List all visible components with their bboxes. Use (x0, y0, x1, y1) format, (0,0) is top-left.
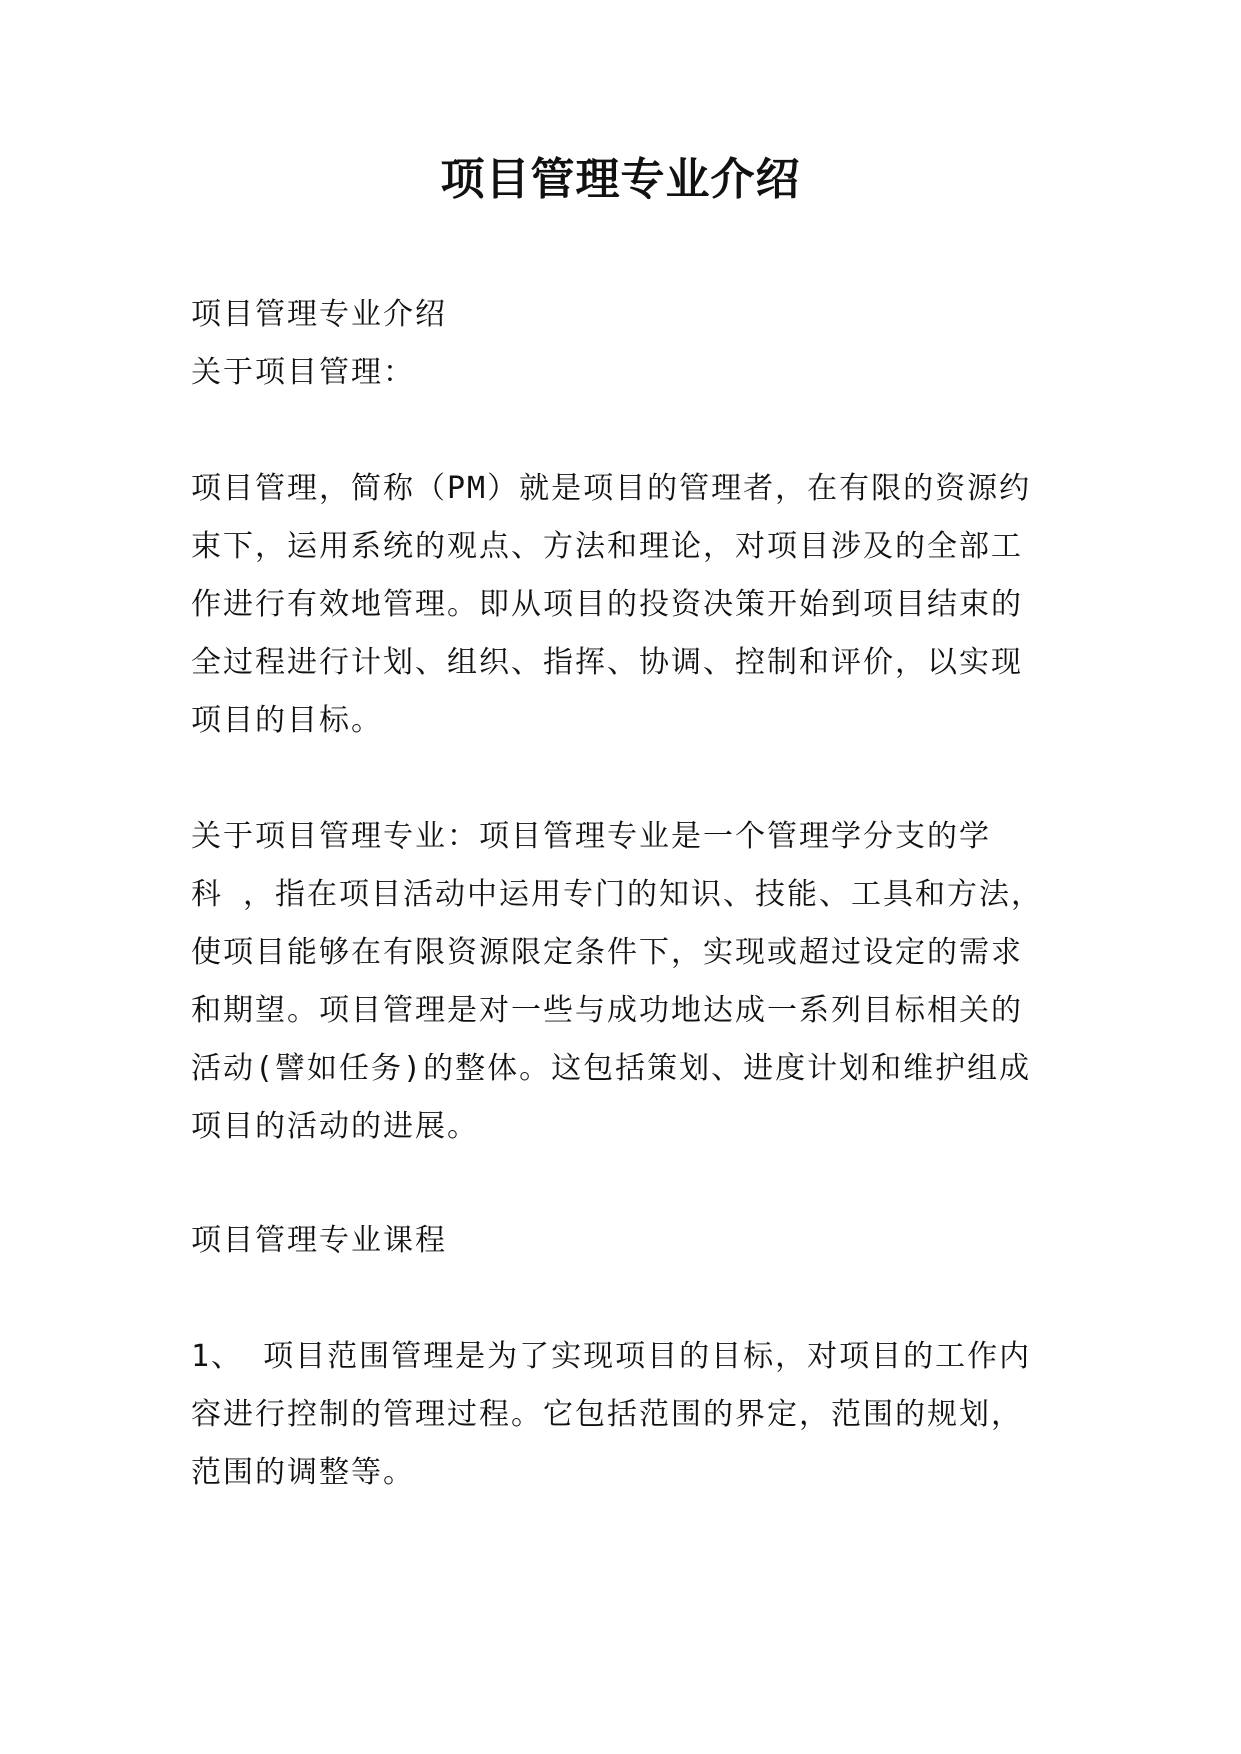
paragraph-pm-major (191, 808, 1071, 1156)
intro-line: 关于项目管理： (191, 355, 415, 390)
paragraph-line: 项目的活动的进展。 (191, 1109, 479, 1144)
paragraph-line: 项目管理，简称（PM）就是项目的管理者，在有限的资源约 (191, 471, 1032, 506)
paragraph-line: 容进行控制的管理过程。它包括范围的界定，范围的规划， (191, 1397, 1023, 1432)
paragraph-line: 项目的目标。 (191, 703, 383, 738)
document-title: 项目管理专业介绍 (440, 154, 801, 205)
intro-line: 项目管理专业介绍 (191, 297, 447, 332)
paragraph-scope-management (191, 1328, 1071, 1502)
paragraph-line: 作进行有效地管理。即从项目的投资决策开始到项目结束的 (191, 587, 1023, 622)
paragraph-line: 束下，运用系统的观点、方法和理论，对项目涉及的全部工 (191, 529, 1023, 564)
paragraph-line: 关于项目管理专业：项目管理专业是一个管理学分支的学 (191, 819, 991, 854)
paragraph-line: 全过程进行计划、组织、指挥、协调、控制和评价，以实现 (191, 645, 1023, 680)
paragraph-line: 和期望。项目管理是对一些与成功地达成一系列目标相关的 (191, 993, 1023, 1028)
paragraph-line: 活动(譬如任务)的整体。这包括策划、进度计划和维护组成 (191, 1051, 1032, 1086)
intro-lines (191, 286, 1071, 402)
paragraph-line: 1、 项目范围管理是为了实现项目的目标，对项目的工作内 (191, 1339, 1032, 1374)
paragraph-pm-definition (191, 460, 1071, 750)
section-heading: 项目管理专业课程 (191, 1223, 447, 1258)
paragraph-line: 范围的调整等。 (191, 1455, 415, 1490)
paragraph-line: 使项目能够在有限资源限定条件下，实现或超过设定的需求 (191, 935, 1023, 970)
section-heading-courses (191, 1212, 1071, 1270)
paragraph-line: 科 ，指在项目活动中运用专门的知识、技能、工具和方法， (191, 877, 1044, 912)
